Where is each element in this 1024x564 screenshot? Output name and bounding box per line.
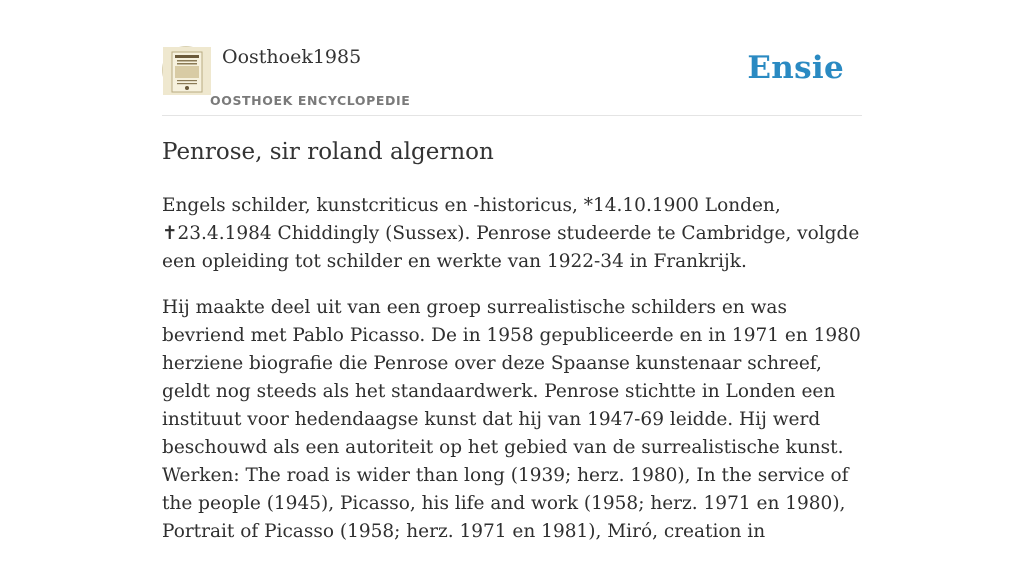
article-body [162,192,867,564]
header [162,44,862,116]
book-cover-icon [163,47,211,95]
author-name[interactable]: Oosthoek1985 [222,46,362,68]
site-logo[interactable]: Ensie [747,50,844,86]
article-paragraph: Engels schilder, kunstcriticus en -historicus, *14.10.1900 Londen, ✝23.4.1984 Chiddingly (Sussex). Penrose studeerde te Cambridge, volgde een opleiding tot schilder en werkte van 1922-34 in Frankrijk. [162,195,860,272]
article-title: Penrose, sir roland algernon [162,139,494,165]
source-label[interactable]: OOSTHOEK ENCYCLOPEDIE [210,93,411,108]
article-paragraph: Hij maakte deel uit van een groep surrealistische schilders en was bevriend met Pablo Picasso. De in 1958 gepubliceerde en in 1971 en 1980 herziene biografie die Penrose over deze Spaanse kunstenaar schreef, geldt nog steeds als het standaardwerk. Penrose stichtte in Londen een instituut voor hedendaagse kunst dat hij van 1947-69 leidde. Hij werd beschouwd als een autoriteit op het gebied van de surrealistische kunst. Werken: The road is wider than long (1939; herz. 1980), In the service of the people (1945), Picasso, his life and work (1958; herz. 1971 en 1980), Portrait of Picasso (1958; herz. 1971 en 1981), Miró, creation in [162,297,861,542]
avatar[interactable] [162,46,210,94]
